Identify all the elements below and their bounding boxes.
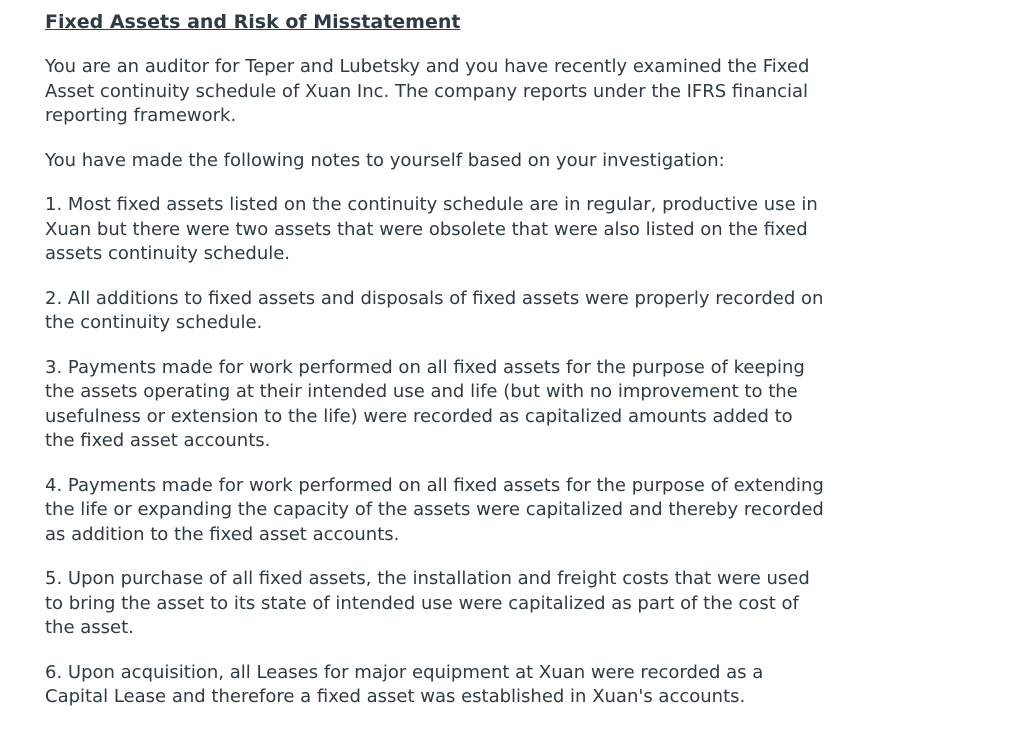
note-item-5: 5. Upon purchase of all fixed assets, the installation and freight costs that were used to bring the asset to its state of intended use were capitalized as part of the cost of the asset. [45, 568, 810, 638]
note-item-2: 2. All additions to fixed assets and disposals of fixed assets were properly recorded on the continuity schedule. [45, 287, 824, 333]
note-item-1: 1. Most fixed assets listed on the continuity schedule are in regular, productive use in Xuan but there were two assets that were obsolete that were also listed on the fixed assets continuity schedule. [45, 194, 818, 264]
document-body [45, 9, 825, 730]
note-item-3: 3. Payments made for work performed on all fixed assets for the purpose of keeping the assets operating at their intended use and life (but with no improvement to the usefulness or extension to the life) were recorded as capitalized amounts added to the fixed asset accounts. [45, 356, 805, 451]
notes-intro-paragraph: You have made the following notes to yourself based on your investigation: [45, 149, 725, 171]
note-item-4: 4. Payments made for work performed on all fixed assets for the purpose of extending the life or expanding the capacity of the assets were capitalized and thereby recorded as addition to the fixed asset accounts. [45, 474, 824, 545]
intro-paragraph: You are an auditor for Teper and Lubetsky and you have recently examined the Fixed Asset continuity schedule of Xuan Inc. The company reports under the IFRS financial reporting framework. [45, 56, 810, 126]
page-title: Fixed Assets and Risk of Misstatement [45, 11, 461, 33]
note-item-6: 6. Upon acquisition, all Leases for major equipment at Xuan were recorded as a Capital Lease and therefore a fixed asset was established in Xuan's accounts. [45, 661, 764, 707]
